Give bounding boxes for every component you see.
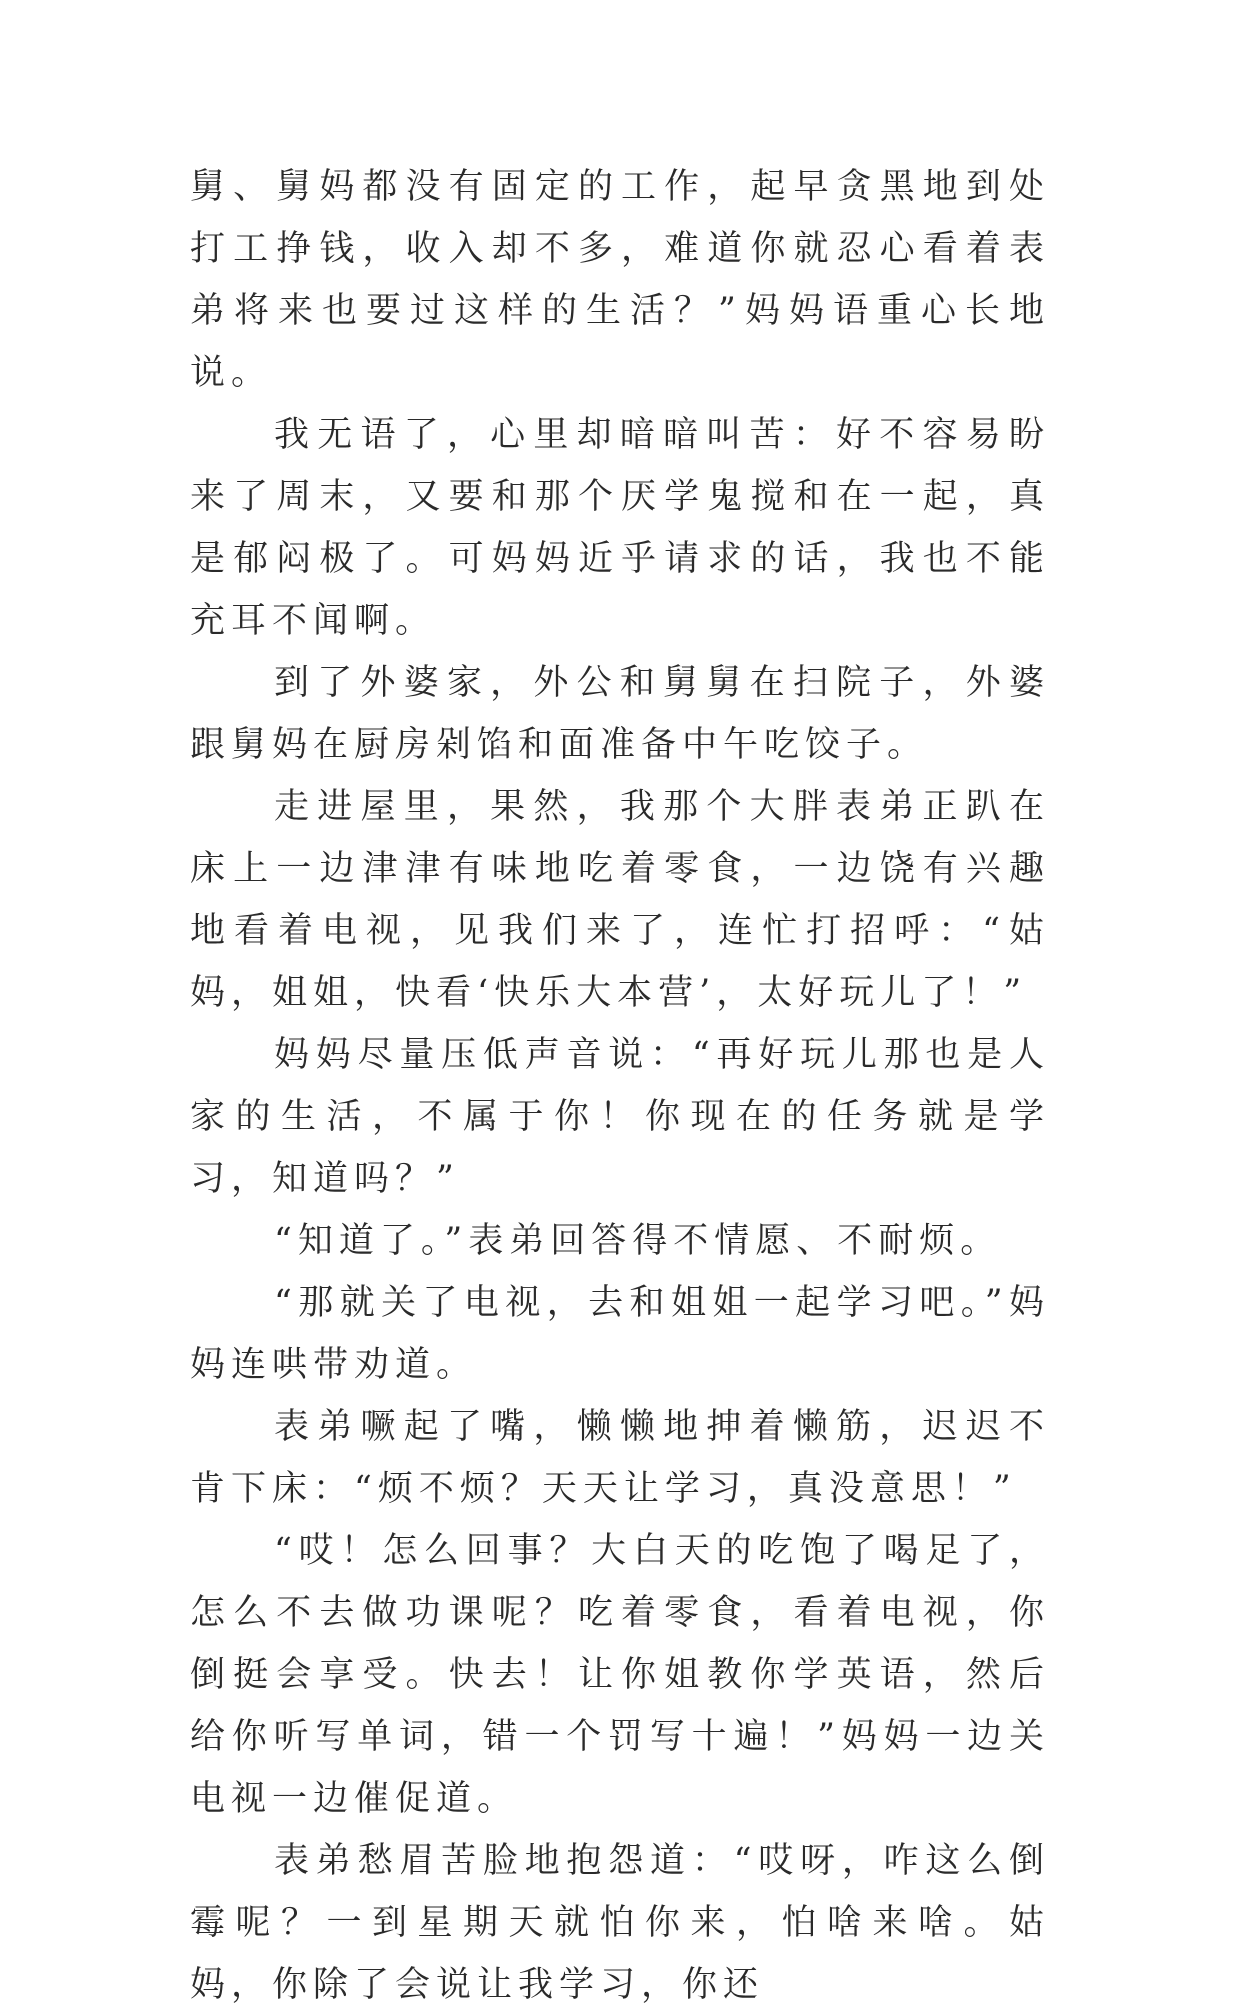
paragraph: 到了外婆家，外公和舅舅在扫院子，外婆跟舅妈在厨房剁馅和面准备中午吃饺子。 xyxy=(190,663,1050,765)
paragraph: 表弟愁眉苦脸地抱怨道：“哎呀，咋这么倒霉呢？一到星期天就怕你来，怕啥来啥。姑妈，你除了会说让我学习，你还 xyxy=(190,1841,1050,2005)
paragraph: 表弟噘起了嘴，懒懒地抻着懒筋，迟迟不肯下床：“烦不烦？天天让学习，真没意思！” xyxy=(190,1407,1050,1509)
body-text xyxy=(190,156,1050,2016)
paragraph: “那就关了电视，去和姐姐一起学习吧。”妈妈连哄带劝道。 xyxy=(190,1283,1050,1385)
paragraph: 舅、舅妈都没有固定的工作，起早贪黑地到处打工挣钱，收入却不多，难道你就忍心看着表弟将来也要过这样的生活？”妈妈语重心长地说。 xyxy=(190,167,1050,393)
paragraph: “知道了。”表弟回答得不情愿、不耐烦。 xyxy=(274,1221,1002,1261)
paragraph: 走进屋里，果然，我那个大胖表弟正趴在床上一边津津有味地吃着零食，一边饶有兴趣地看着电视，见我们来了，连忙打招呼：“姑妈，姐姐，快看‘快乐大本营’，太好玩儿了！” xyxy=(190,787,1050,1013)
paragraph: “哎！怎么回事？大白天的吃饱了喝足了，怎么不去做功课呢？吃着零食，看着电视，你倒挺会享受。快去！让你姐教你学英语，然后给你听写单词，错一个罚写十遍！”妈妈一边关电视一边催促道。 xyxy=(190,1531,1050,1819)
paragraph: 妈妈尽量压低声音说：“再好玩儿那也是人家的生活，不属于你！你现在的任务就是学习，知道吗？” xyxy=(190,1035,1050,1199)
paragraph: 我无语了，心里却暗暗叫苦：好不容易盼来了周末，又要和那个厌学鬼搅和在一起，真是郁闷极了。可妈妈近乎请求的话，我也不能充耳不闻啊。 xyxy=(190,415,1050,641)
